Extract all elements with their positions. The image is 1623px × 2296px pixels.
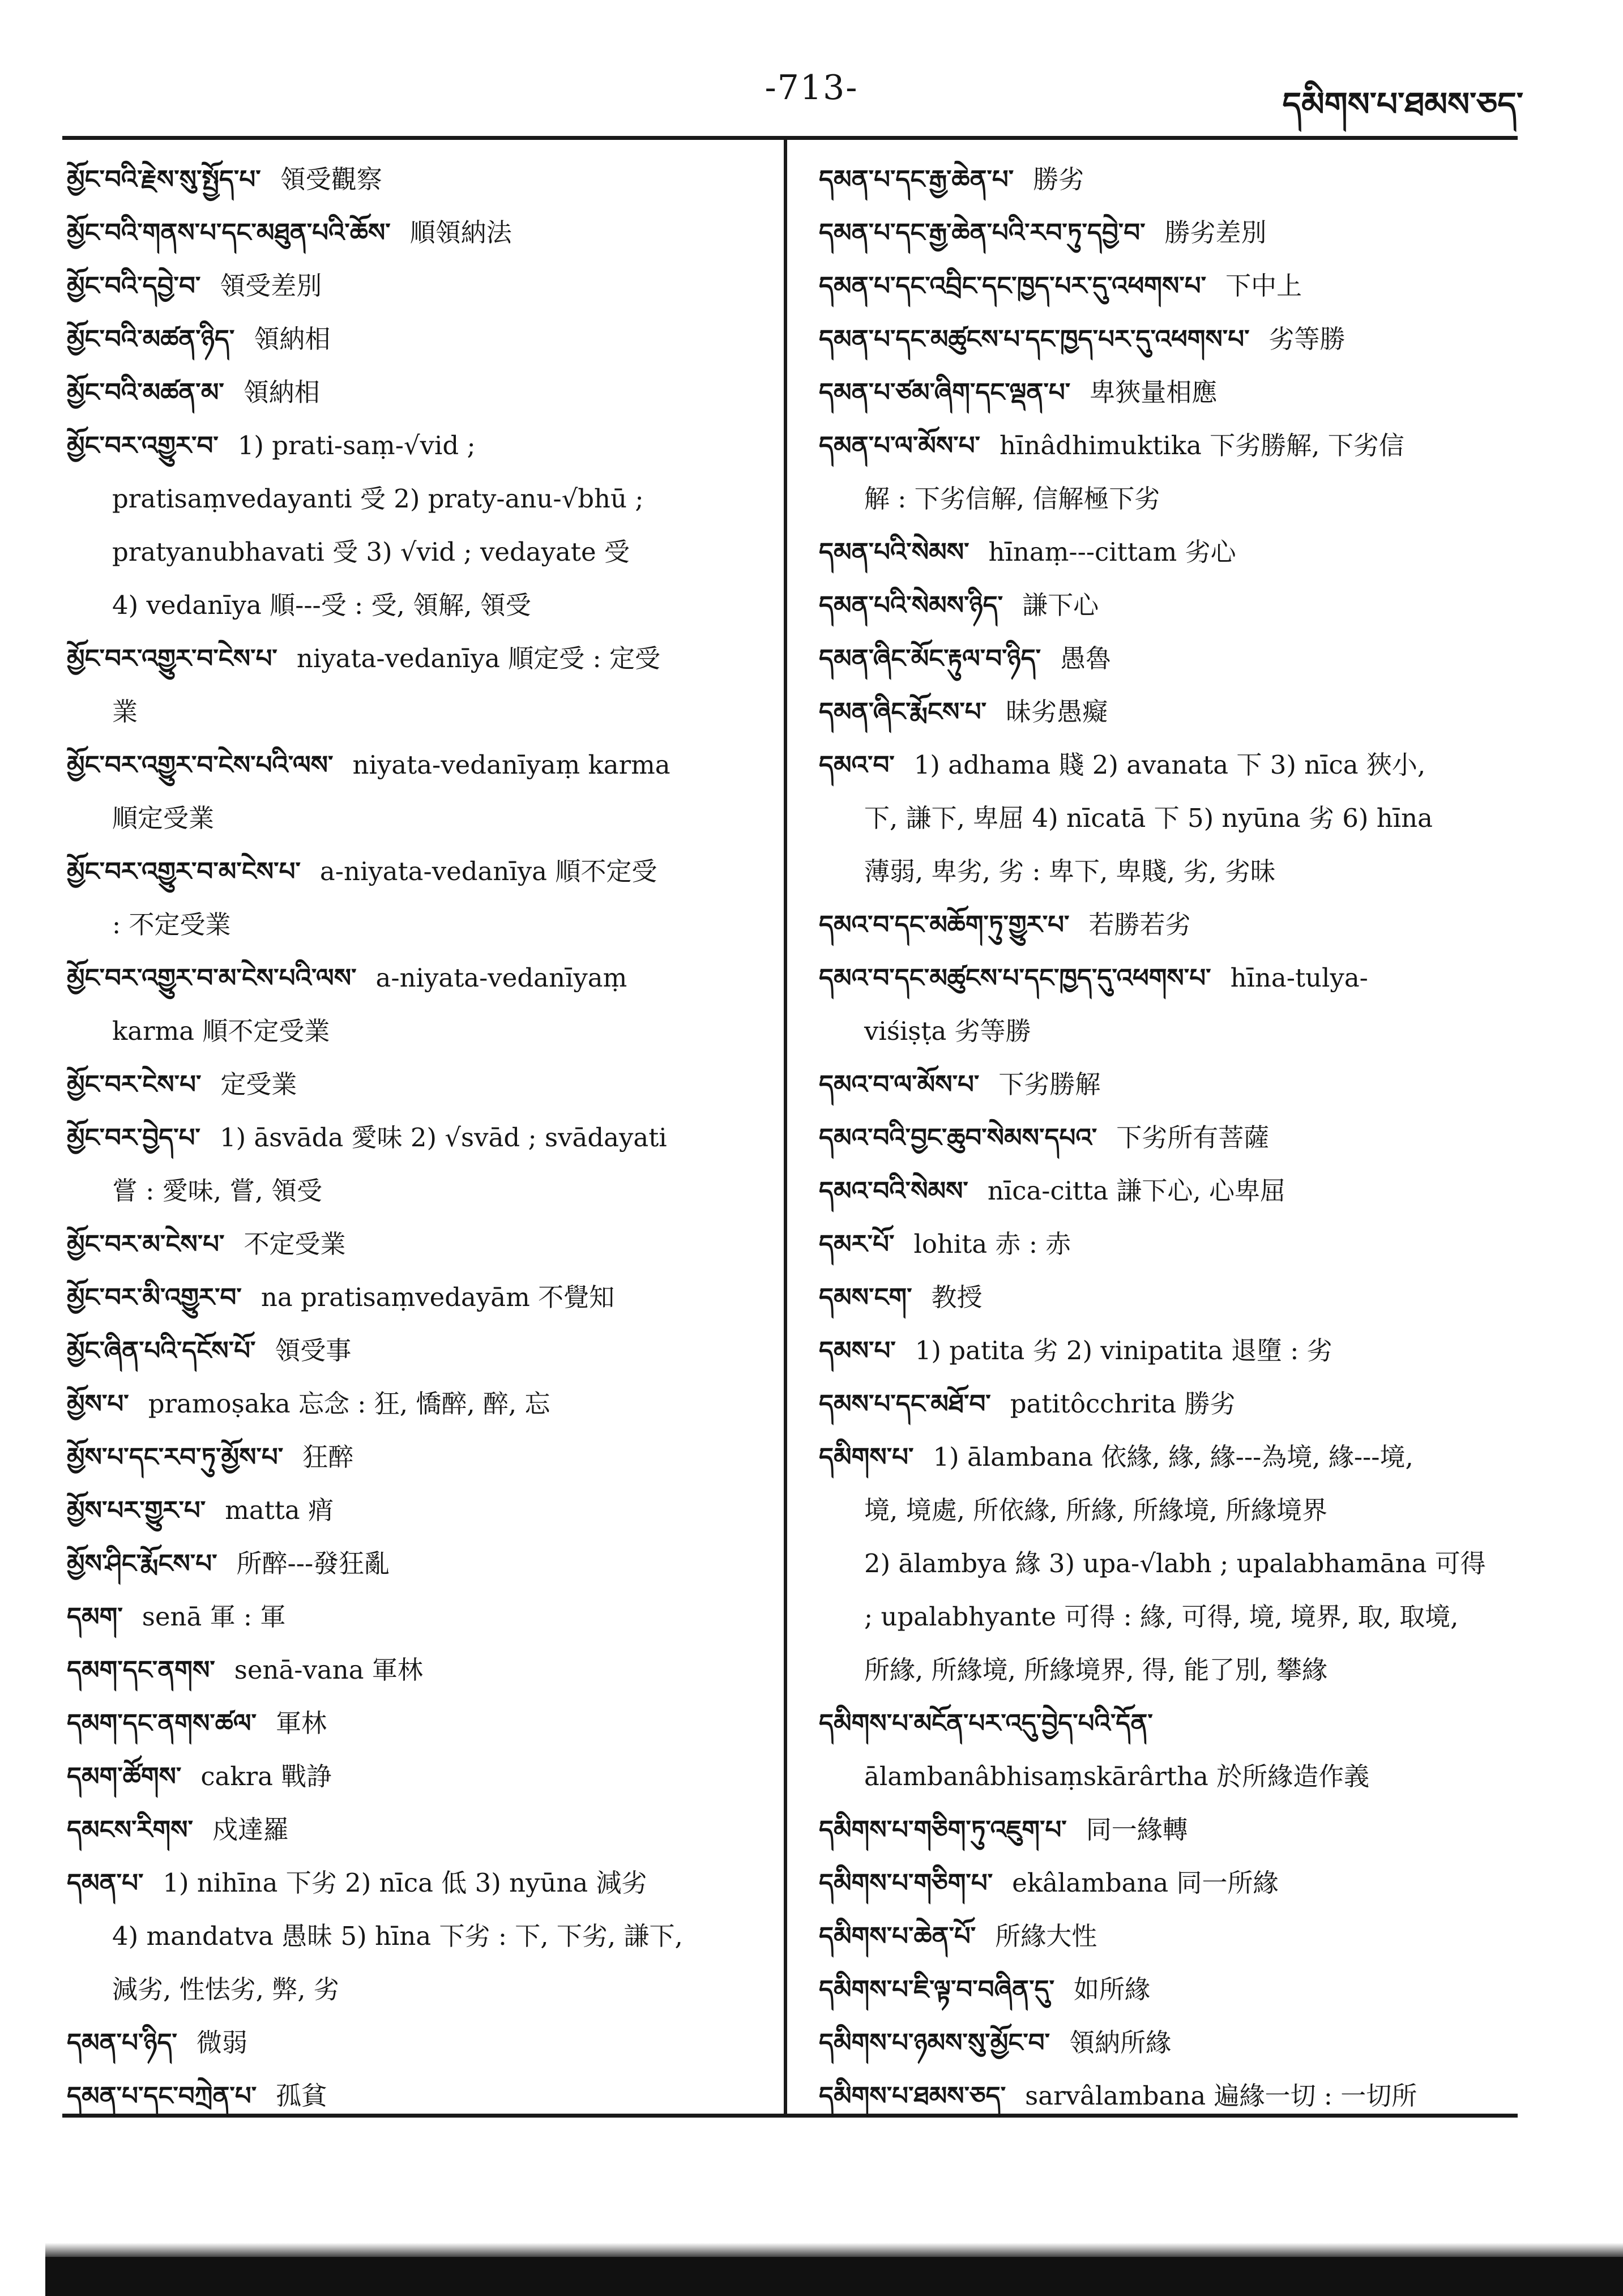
dictionary-line xyxy=(819,1590,1515,1644)
tibetan-headword: དམན་པ་ལ་མོས་པ་ xyxy=(819,430,980,460)
entry-definition: 定受業 xyxy=(220,1069,297,1099)
dictionary-line xyxy=(67,2016,763,2069)
entry-definition: hīnâdhimuktika 下劣勝解, 下劣信 xyxy=(1000,430,1404,460)
dictionary-line xyxy=(819,366,1515,419)
entry-definition: karma 順不定受業 xyxy=(112,1016,330,1046)
tibetan-headword: དམག་ xyxy=(67,1602,123,1632)
dictionary-line xyxy=(819,792,1515,845)
tibetan-headword: དམན་པ་ཉིད་ xyxy=(67,2028,177,2058)
dictionary-line xyxy=(67,1697,763,1750)
tibetan-headword: དམའ་བའི་སེམས་ xyxy=(819,1176,968,1206)
dictionary-line xyxy=(67,1750,763,1803)
entry-definition: 下中上 xyxy=(1225,271,1302,301)
tibetan-headword: དམན་པ་དང་རྒྱ་ཆེན་པའི་རབ་ཏུ་དབྱེ་བ་ xyxy=(819,217,1146,247)
dictionary-line xyxy=(67,1005,763,1058)
dictionary-line xyxy=(819,1910,1515,1963)
dictionary-line xyxy=(67,1324,763,1377)
entry-definition: 1) prati-saṃ-√vid ; xyxy=(237,430,476,460)
dictionary-line xyxy=(67,1644,763,1697)
entry-definition: 下劣勝解 xyxy=(998,1069,1101,1099)
dictionary-line xyxy=(819,1271,1515,1324)
tibetan-headword: མྱོང་བར་མི་འགྱུར་བ་ xyxy=(67,1282,242,1312)
entry-definition: pramoṣaka 忘念 : 狂, 憍醉, 醉, 忘 xyxy=(148,1389,550,1419)
tibetan-headword: མྱོང་བར་འགྱུར་བ་མ་ངེས་པའི་ལས་ xyxy=(67,963,357,993)
tibetan-headword: མྱོང་བར་མ་ངེས་པ་ xyxy=(67,1229,225,1259)
dictionary-line xyxy=(67,1537,763,1590)
dictionary-line xyxy=(819,1697,1515,1750)
entry-definition: 1) ālambana 依緣, 緣, 緣---為境, 緣---境, xyxy=(933,1442,1413,1472)
dictionary-line xyxy=(819,526,1515,579)
dictionary-line xyxy=(67,1803,763,1857)
dictionary-line xyxy=(819,845,1515,898)
tibetan-headword: མྱོས་པ་དང་རབ་ཏུ་མྱོས་པ་ xyxy=(67,1442,284,1472)
tibetan-headword: དམན་པ་དང་བཀྲེན་པ་ xyxy=(67,2081,257,2111)
dictionary-line xyxy=(67,1111,763,1164)
dictionary-line xyxy=(67,1484,763,1537)
entry-definition: 卑狹量相應 xyxy=(1090,377,1218,407)
entry-definition: 勝劣差別 xyxy=(1164,217,1267,247)
entry-definition: patitôcchrita 勝劣 xyxy=(1010,1389,1236,1419)
tibetan-headword: མྱོང་བའི་གནས་པ་དང་མཐུན་པའི་ཆོས་ xyxy=(67,217,391,247)
dictionary-line xyxy=(67,206,763,259)
dictionary-line xyxy=(819,1005,1515,1058)
tibetan-headword: དམངས་རིགས་ xyxy=(67,1815,193,1845)
tibetan-headword: དམན་པའི་སེམས་ xyxy=(819,537,969,567)
tibetan-headword: དམའ་བ་ xyxy=(819,750,895,780)
entry-definition: 所緣, 所緣境, 所緣境界, 得, 能了別, 攀緣 xyxy=(864,1655,1328,1685)
tibetan-headword: དམས་པ་དང་མཐོ་བ་ xyxy=(819,1389,991,1419)
entry-definition: 領受差別 xyxy=(220,271,322,301)
entry-definition: 微弱 xyxy=(197,2028,248,2058)
column-divider xyxy=(784,138,787,2116)
entry-definition: matta 痟 xyxy=(225,1495,334,1525)
dictionary-line xyxy=(819,2016,1515,2069)
entry-definition: 領受事 xyxy=(275,1335,352,1365)
entry-definition: 愚魯 xyxy=(1060,643,1112,673)
entry-definition: 4) mandatva 愚昧 5) hīna 下劣 : 下, 下劣, 謙下, xyxy=(112,1921,683,1951)
dictionary-line xyxy=(67,153,763,206)
tibetan-headword: མྱོང་བའི་མཚན་མ་ xyxy=(67,377,224,407)
tibetan-headword: དམས་ངག་ xyxy=(819,1282,912,1312)
dictionary-line xyxy=(819,1324,1515,1377)
dictionary-line xyxy=(819,1963,1515,2016)
tibetan-headword: དམན་པ་ xyxy=(67,1868,144,1898)
dictionary-line xyxy=(819,632,1515,685)
tibetan-headword: དམག་དང་ནགས་ཚལ་ xyxy=(67,1708,257,1738)
dictionary-line xyxy=(67,526,763,579)
tibetan-headword: མྱོང་བར་བྱེད་པ་ xyxy=(67,1123,200,1153)
tibetan-headword: མྱོང་བར་ངེས་པ་ xyxy=(67,1069,202,1099)
tibetan-headword: དམིགས་པ་མངོན་པར་འདུ་བྱེད་པའི་དོན་ xyxy=(819,1708,1153,1738)
tibetan-headword: དམན་ཞིང་མོང་རྟུལ་བ་ཉིད་ xyxy=(819,643,1041,673)
tibetan-headword: དམིགས་པ་ xyxy=(819,1442,914,1472)
scan-edge-bar xyxy=(45,2257,1623,2296)
tibetan-headword: དམིགས་པ་ཐམས་ཅད་ xyxy=(819,2081,1006,2111)
entry-definition: nīca-citta 謙下心, 心卑屈 xyxy=(987,1176,1286,1206)
entry-definition: ekâlambana 同一所緣 xyxy=(1012,1868,1279,1898)
dictionary-line xyxy=(819,1803,1515,1857)
entry-definition: 狂醉 xyxy=(302,1442,354,1472)
entry-definition: 業 xyxy=(112,697,138,727)
dictionary-line xyxy=(67,1058,763,1111)
entry-definition: niyata-vedanīyaṃ karma xyxy=(352,750,670,780)
entry-definition: 勝劣 xyxy=(1033,164,1084,194)
tibetan-headword: དམའ་བ་དང་མཚུངས་པ་དང་ཁྱད་དུ་འཕགས་པ་ xyxy=(819,963,1211,993)
running-head: དམིགས་པ་ཐམས་ཅད་ xyxy=(1282,85,1523,123)
entry-definition: viśiṣṭa 劣等勝 xyxy=(864,1016,1031,1046)
scan-edge-fade xyxy=(45,2243,1623,2257)
tibetan-headword: མྱོས་པར་གྱུར་པ་ xyxy=(67,1495,206,1525)
entry-definition: 領納相 xyxy=(254,324,331,354)
dictionary-line xyxy=(819,951,1515,1005)
tibetan-headword: དམིགས་པ་གཅིག་ཏུ་འཇུག་པ་ xyxy=(819,1815,1067,1845)
dictionary-line xyxy=(67,739,763,792)
tibetan-headword: མྱོང་བའི་དབྱེ་བ་ xyxy=(67,271,201,301)
left-column xyxy=(67,153,763,2123)
entry-definition: 不定受業 xyxy=(244,1229,346,1259)
entry-definition: niyata-vedanīya 順定受 : 定受 xyxy=(296,643,661,673)
entry-definition: 孤貧 xyxy=(276,2081,327,2111)
tibetan-headword: དམའ་བ་ལ་མོས་པ་ xyxy=(819,1069,980,1099)
dictionary-line xyxy=(819,206,1515,259)
dictionary-line xyxy=(67,1910,763,1963)
dictionary-line xyxy=(819,1644,1515,1697)
dictionary-line xyxy=(819,259,1515,313)
dictionary-line xyxy=(67,792,763,845)
tibetan-headword: དམའ་བ་དང་མཆོག་ཏུ་གྱུར་པ་ xyxy=(819,910,1070,940)
entry-definition: lohita 赤 : 赤 xyxy=(913,1229,1071,1259)
top-rule xyxy=(62,136,1518,140)
tibetan-headword: དམན་པ་དང་མཚུངས་པ་དང་ཁྱད་པར་དུ་འཕགས་པ་ xyxy=(819,324,1250,354)
tibetan-headword: དམན་ཞིང་རྨོངས་པ་ xyxy=(819,697,987,727)
tibetan-headword: མྱོང་བར་འགྱུར་བ་ངེས་པའི་ལས་ xyxy=(67,750,334,780)
entry-definition: pratisaṃvedayanti 受 2) praty-anu-√bhū ; xyxy=(112,484,644,514)
entry-definition: pratyanubhavati 受 3) √vid ; vedayate 受 xyxy=(112,537,630,567)
tibetan-headword: དམན་པའི་སེམས་ཉིད་ xyxy=(819,590,1003,620)
dictionary-line xyxy=(819,472,1515,526)
tibetan-headword: དམིགས་པ་གཅིག་པ་ xyxy=(819,1868,993,1898)
entry-definition: 領受觀察 xyxy=(280,164,382,194)
entry-definition: 1) nihīna 下劣 2) nīca 低 3) nyūna 減劣 xyxy=(163,1868,647,1898)
entry-definition: sarvâlambana 遍緣一切 : 一切所 xyxy=(1025,2081,1417,2111)
dictionary-line xyxy=(67,685,763,739)
dictionary-line xyxy=(67,579,763,632)
entry-definition: 1) patita 劣 2) vinipatita 退墮 : 劣 xyxy=(915,1335,1332,1365)
entry-definition: : 不定受業 xyxy=(112,910,231,940)
entry-definition: 4) vedanīya 順---受 : 受, 領解, 領受 xyxy=(112,590,531,620)
dictionary-line xyxy=(819,1431,1515,1484)
dictionary-line xyxy=(819,2069,1515,2123)
entry-definition: 領納相 xyxy=(243,377,320,407)
entry-definition: 順定受業 xyxy=(112,803,215,833)
dictionary-line xyxy=(819,313,1515,366)
tibetan-headword: དམིགས་པ་ཇི་ལྟ་བ་བཞིན་དུ་ xyxy=(819,1974,1055,2004)
entry-definition: hīna-tulya- xyxy=(1230,963,1368,993)
dictionary-line xyxy=(819,579,1515,632)
entry-definition: 領納所緣 xyxy=(1069,2028,1172,2058)
dictionary-line xyxy=(67,2069,763,2123)
dictionary-line xyxy=(819,1058,1515,1111)
dictionary-line xyxy=(819,1484,1515,1537)
dictionary-line xyxy=(67,419,763,472)
dictionary-line xyxy=(67,845,763,898)
entry-definition: 薄弱, 卑劣, 劣 : 卑下, 卑賤, 劣, 劣昧 xyxy=(864,856,1276,886)
entry-definition: 所緣大性 xyxy=(995,1921,1097,1951)
entry-definition: hīnaṃ---cittam 劣心 xyxy=(988,537,1236,567)
entry-definition: 順領納法 xyxy=(409,217,512,247)
entry-definition: 解 : 下劣信解, 信解極下劣 xyxy=(864,484,1160,514)
entry-definition: senā-vana 軍林 xyxy=(234,1655,423,1685)
entry-definition: 2) ālambya 緣 3) upa-√labh ; upalabhamāna 可得 xyxy=(864,1548,1486,1578)
entry-definition: cakra 戰諍 xyxy=(200,1761,332,1791)
tibetan-headword: མྱོང་བའི་མཚན་ཉིད་ xyxy=(67,324,235,354)
tibetan-headword: མྱོང་ཞིན་པའི་དངོས་པོ་ xyxy=(67,1335,256,1365)
dictionary-line xyxy=(819,739,1515,792)
entry-definition: a-niyata-vedanīya 順不定受 xyxy=(319,856,657,886)
entry-definition: ; upalabhyante 可得 : 緣, 可得, 境, 境界, 取, 取境, xyxy=(864,1602,1459,1632)
entry-definition: 1) adhama 賤 2) avanata 下 3) nīca 狹小, xyxy=(913,750,1426,780)
dictionary-line xyxy=(67,1271,763,1324)
dictionary-line xyxy=(67,1164,763,1218)
tibetan-headword: མྱོང་བར་འགྱུར་བ་ངེས་པ་ xyxy=(67,643,277,673)
entry-definition: na pratisaṃvedayām 不覺知 xyxy=(260,1282,615,1312)
tibetan-headword: དམན་པ་ཙམ་ཞིག་དང་ལྡན་པ་ xyxy=(819,377,1071,407)
tibetan-headword: དམན་པ་དང་རྒྱ་ཆེན་པ་ xyxy=(819,164,1014,194)
entry-definition: 減劣, 性怯劣, 弊, 劣 xyxy=(112,1974,339,2004)
entry-definition: 昧劣愚癡 xyxy=(1006,697,1108,727)
tibetan-headword: དམར་པོ་ xyxy=(819,1229,895,1259)
dictionary-line xyxy=(67,1857,763,1910)
tibetan-headword: མྱོས་ཤིང་རྨོངས་པ་ xyxy=(67,1548,217,1578)
right-column xyxy=(819,153,1515,2123)
tibetan-headword: དམན་པ་དང་འབྲིང་དང་ཁྱད་པར་དུ་འཕགས་པ་ xyxy=(819,271,1207,301)
dictionary-line xyxy=(67,1377,763,1431)
dictionary-line xyxy=(819,1164,1515,1218)
dictionary-line xyxy=(819,1111,1515,1164)
dictionary-line xyxy=(67,1218,763,1271)
tibetan-headword: དམག་དང་ནགས་ xyxy=(67,1655,215,1685)
entry-definition: 1) āsvāda 愛味 2) √svād ; svādayati xyxy=(219,1123,667,1153)
dictionary-line xyxy=(67,366,763,419)
dictionary-line xyxy=(819,1750,1515,1803)
dictionary-line xyxy=(67,313,763,366)
dictionary-line xyxy=(819,1857,1515,1910)
tibetan-headword: མྱོང་བའི་རྗེས་སུ་སྤྱོད་པ་ xyxy=(67,164,261,194)
tibetan-headword: དམག་ཚོགས་ xyxy=(67,1761,182,1791)
entry-definition: 如所緣 xyxy=(1074,1974,1151,2004)
dictionary-line xyxy=(819,1377,1515,1431)
entry-definition: 謙下心 xyxy=(1022,590,1099,620)
tibetan-headword: མྱོང་བར་འགྱུར་བ་མ་ངེས་པ་ xyxy=(67,856,301,886)
dictionary-line xyxy=(819,153,1515,206)
dictionary-line xyxy=(67,898,763,951)
dictionary-line xyxy=(67,632,763,685)
entry-definition: 戍達羅 xyxy=(212,1815,289,1845)
entry-definition: 所醉---發狂亂 xyxy=(236,1548,390,1578)
tibetan-headword: དམིགས་པ་ཆེན་པོ་ xyxy=(819,1921,976,1951)
dictionary-line xyxy=(67,1963,763,2016)
dictionary-line xyxy=(819,1537,1515,1590)
tibetan-headword: དམས་པ་ xyxy=(819,1335,896,1365)
entry-definition: 教授 xyxy=(931,1282,983,1312)
tibetan-headword: དམའ་བའི་བྱང་ཆུབ་སེམས་དཔའ་ xyxy=(819,1123,1097,1153)
entry-definition: 同一緣轉 xyxy=(1086,1815,1188,1845)
entry-definition: 若勝若劣 xyxy=(1088,910,1191,940)
tibetan-headword: དམིགས་པ་ཉམས་སུ་མྱོང་བ་ xyxy=(819,2028,1050,2058)
entry-definition: ālambanâbhisaṃskārârtha 於所緣造作義 xyxy=(864,1761,1370,1791)
dictionary-line xyxy=(67,951,763,1005)
dictionary-line xyxy=(819,685,1515,739)
dictionary-line xyxy=(819,898,1515,951)
dictionary-line xyxy=(67,1431,763,1484)
dictionary-line xyxy=(819,1218,1515,1271)
entry-definition: 下, 謙下, 卑屈 4) nīcatā 下 5) nyūna 劣 6) hīna xyxy=(864,803,1433,833)
tibetan-headword: མྱོས་པ་ xyxy=(67,1389,129,1419)
entry-definition: 嘗 : 愛味, 嘗, 領受 xyxy=(112,1176,322,1206)
entry-definition: 境, 境處, 所依緣, 所緣, 所緣境, 所緣境界 xyxy=(864,1495,1328,1525)
tibetan-headword: མྱོང་བར་འགྱུར་བ་ xyxy=(67,430,219,460)
entry-definition: 下劣所有菩薩 xyxy=(1116,1123,1270,1153)
dictionary-line xyxy=(67,1590,763,1644)
page-number: -713- xyxy=(764,68,859,108)
dictionary-line xyxy=(67,259,763,313)
dictionary-line xyxy=(67,472,763,526)
entry-definition: 劣等勝 xyxy=(1268,324,1346,354)
entry-definition: 軍林 xyxy=(276,1708,327,1738)
entry-definition: a-niyata-vedanīyaṃ xyxy=(375,963,627,993)
dictionary-line xyxy=(819,419,1515,472)
entry-definition: senā 軍 : 軍 xyxy=(142,1602,286,1632)
